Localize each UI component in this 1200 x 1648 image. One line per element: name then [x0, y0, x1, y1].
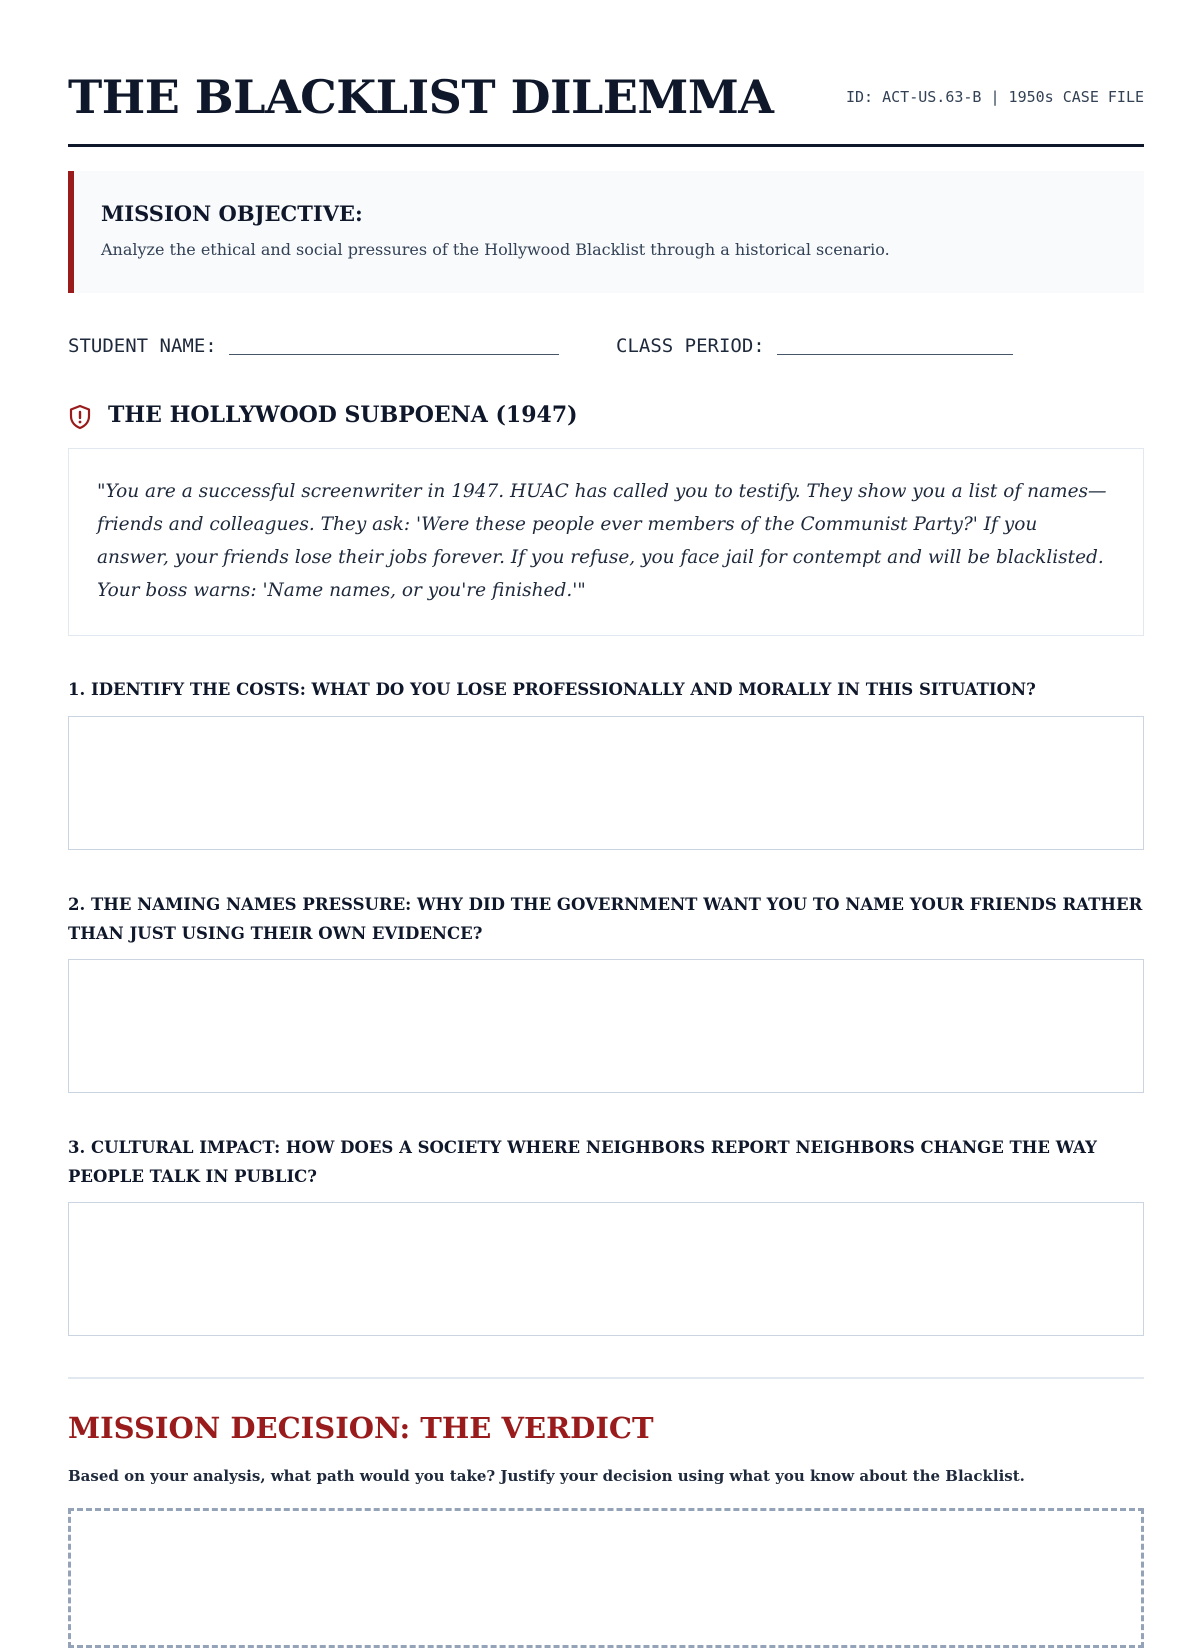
- scenario-quote-box: [68, 448, 1144, 636]
- case-file-id: ID: ACT-US.63-B | 1950s CASE FILE: [845, 88, 1144, 106]
- page-title: THE BLACKLIST DILEMMA: [68, 70, 774, 124]
- question-1: 1. IDENTIFY THE COSTS: WHAT DO YOU LOSE PROFESSIONALLY AND MORALLY IN THIS SITUATION?: [68, 680, 1036, 699]
- shield-alert-icon: [68, 404, 92, 430]
- answer-box-3[interactable]: [68, 1202, 1144, 1336]
- class-period-label: CLASS PERIOD:: [616, 335, 765, 357]
- question-2: 2. THE NAMING NAMES PRESSURE: WHY DID THE GOVERNMENT WANT YOU TO NAME YOUR FRIENDS RATHER THAN JUST USING THEIR OWN EVIDENCE?: [68, 895, 1143, 943]
- verdict-title: MISSION DECISION: THE VERDICT: [68, 1411, 654, 1445]
- scenario-text: "You are a successful screenwriter in 1947. HUAC has called you to testify. They show you a list of names—friends and colleagues. They ask: 'Were these people ever members of the Communist Party?' If you answer, your friends lose their jobs forever. If you refuse, you face jail for contempt and will be blacklisted. Your boss warns: 'Name names, or you're finished.'": [97, 481, 1107, 601]
- class-period-blank[interactable]: [777, 334, 1013, 355]
- verdict-answer-box[interactable]: [68, 1508, 1144, 1648]
- worksheet-header: [68, 62, 1144, 147]
- question-3: 3. CULTURAL IMPACT: HOW DOES A SOCIETY WHERE NEIGHBORS REPORT NEIGHBORS CHANGE THE WAY PEOPLE TALK IN PUBLIC?: [68, 1138, 1097, 1186]
- mission-objective-panel: [68, 171, 1144, 293]
- section-divider: [68, 1377, 1144, 1379]
- student-name-blank[interactable]: [229, 334, 559, 355]
- class-period-field: [616, 334, 1013, 357]
- answer-box-2[interactable]: [68, 959, 1144, 1093]
- mission-objective-label: MISSION OBJECTIVE:: [101, 201, 363, 226]
- student-name-label: STUDENT NAME:: [68, 335, 217, 357]
- scenario-title: THE HOLLYWOOD SUBPOENA (1947): [108, 402, 578, 428]
- mission-objective-text: Analyze the ethical and social pressures of the Hollywood Blacklist through a historical scenario.: [101, 240, 890, 259]
- answer-box-1[interactable]: [68, 716, 1144, 850]
- verdict-prompt: Based on your analysis, what path would you take? Justify your decision using what you know about the Blacklist.: [68, 1467, 1025, 1485]
- student-name-field: [68, 334, 559, 357]
